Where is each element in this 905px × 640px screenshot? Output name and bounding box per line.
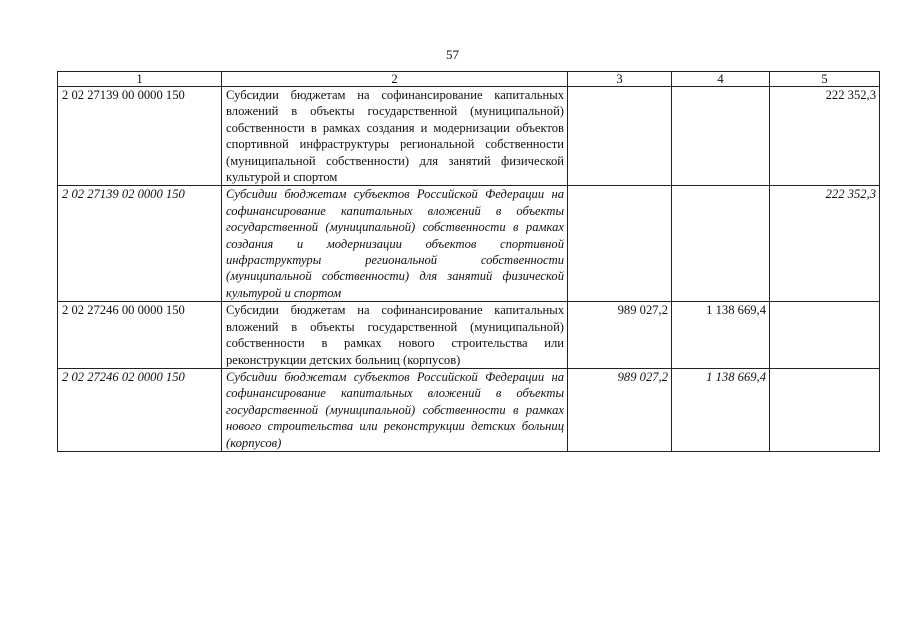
budget-code-cell: 2 02 27139 02 0000 150 xyxy=(58,186,222,302)
column-header-2: 2 xyxy=(222,72,568,87)
budget-code-cell: 2 02 27139 00 0000 150 xyxy=(58,87,222,186)
value-col4-cell: 1 138 669,4 xyxy=(672,302,770,369)
value-col3-cell xyxy=(568,87,672,186)
column-header-3: 3 xyxy=(568,72,672,87)
value-col3-cell xyxy=(568,186,672,302)
value-col4-cell: 1 138 669,4 xyxy=(672,368,770,451)
column-header-5: 5 xyxy=(770,72,880,87)
table-row xyxy=(58,302,880,369)
table-row xyxy=(58,368,880,451)
table-header-row xyxy=(58,72,880,87)
value-col5-cell xyxy=(770,302,880,369)
value-col5-cell: 222 352,3 xyxy=(770,186,880,302)
value-col4-cell xyxy=(672,186,770,302)
value-col5-cell xyxy=(770,368,880,451)
description-cell: Субсидии бюджетам на софинансирование капитальных вложений в объекты государственной (муниципальной) собственности в рамках создания и модернизации объектов спортивной инфраструктуры региональной собственности (муниципальной собственности) для занятий физической культурой и спортом xyxy=(222,87,568,186)
value-col3-cell: 989 027,2 xyxy=(568,302,672,369)
budget-code-cell: 2 02 27246 00 0000 150 xyxy=(58,302,222,369)
table-row xyxy=(58,87,880,186)
value-col4-cell xyxy=(672,87,770,186)
budget-code-cell: 2 02 27246 02 0000 150 xyxy=(58,368,222,451)
description-cell: Субсидии бюджетам на софинансирование капитальных вложений в объекты государственной (муниципальной) собственности в рамках нового строительства или реконструкции детских больниц (корпусов) xyxy=(222,302,568,369)
description-cell: Субсидии бюджетам субъектов Российской Федерации на софинансирование капитальных вложений в объекты государственной (муниципальной) собственности в рамках создания и модернизации объектов спортивной инфраструктуры региональной собственности (муниципальной собственности) для занятий физической культурой и спортом xyxy=(222,186,568,302)
budget-table xyxy=(57,71,880,452)
page-number: 57 xyxy=(446,47,459,62)
column-header-1: 1 xyxy=(58,72,222,87)
value-col5-cell: 222 352,3 xyxy=(770,87,880,186)
table-row xyxy=(58,186,880,302)
value-col3-cell: 989 027,2 xyxy=(568,368,672,451)
description-cell: Субсидии бюджетам субъектов Российской Федерации на софинансирование капитальных вложений в объекты государственной (муниципальной) собственности в рамках нового строительства или реконструкции детских больниц (корпусов) xyxy=(222,368,568,451)
column-header-4: 4 xyxy=(672,72,770,87)
